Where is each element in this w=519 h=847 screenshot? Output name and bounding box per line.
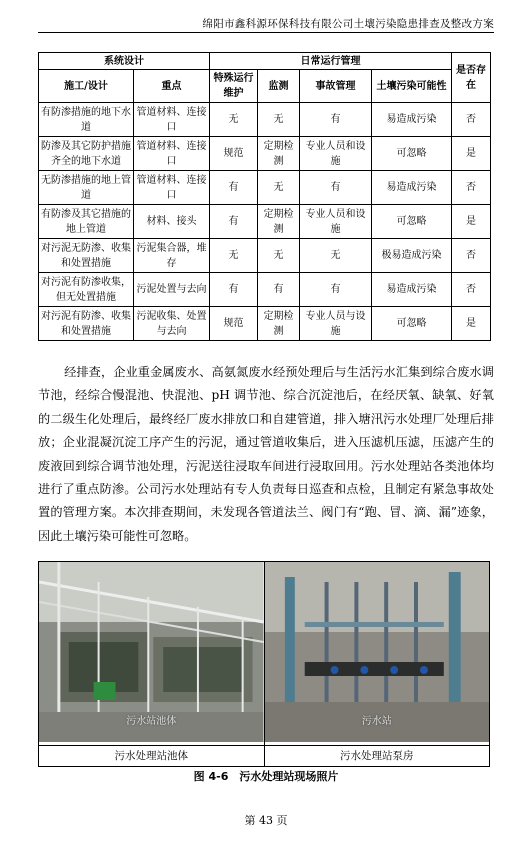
col-header: 土壤污染可能性 bbox=[372, 70, 452, 103]
table-cell: 无 bbox=[210, 103, 258, 137]
table-cell: 定期检测 bbox=[258, 307, 300, 341]
table-row bbox=[39, 137, 491, 171]
table-cell: 管道材料、连接口 bbox=[134, 137, 210, 171]
table-cell: 防渗及其它防护措施齐全的地下水道 bbox=[39, 137, 134, 171]
table-cell: 有 bbox=[210, 171, 258, 205]
page-header: 绵阳市鑫科源环保科技有限公司土壤污染隐患排查及整改方案 bbox=[202, 18, 494, 30]
table-cell: 专业人员和设施 bbox=[300, 205, 372, 239]
table-cell: 否 bbox=[452, 103, 491, 137]
photo-caption-left: 污水处理站池体 bbox=[39, 746, 265, 767]
table-row bbox=[39, 205, 491, 239]
table-cell: 管道材料、连接口 bbox=[134, 171, 210, 205]
table-cell: 对污泥有防渗收集，但无处置措施 bbox=[39, 273, 134, 307]
col-header: 重点 bbox=[134, 70, 210, 103]
table-row bbox=[39, 273, 491, 307]
table-cell: 无 bbox=[258, 239, 300, 273]
table-cell: 无 bbox=[300, 239, 372, 273]
header-rule bbox=[38, 32, 494, 33]
table-cell: 有 bbox=[210, 273, 258, 307]
body-paragraph bbox=[38, 361, 494, 548]
pipeline-risk-table bbox=[38, 52, 491, 341]
photo-pool bbox=[39, 562, 265, 746]
figure-caption: 图 4-6 污水处理站现场照片 bbox=[193, 770, 339, 783]
photo-pump bbox=[264, 562, 490, 746]
table-cell: 定期检测 bbox=[258, 137, 300, 171]
paragraph-text: 经排查，企业重金属废水、高氨氮废水经预处理后与生活污水汇集到综合废水调节池，经综合慢混池、快混池、pH 调节池、综合沉淀池后，在经厌氧、缺氧、好氧的二级生化处理后，最终经厂废水排放口和自建管道，排入塘汛污水处理厂处理后排放；企业混凝沉淀工序产生的污泥，通过管道收集后，进入压滤机压滤，压滤产生的废液回到综合调节池处理，污泥送往浸取车间进行浸取回用。污水处理站各类池体均进行了重点防渗。公司污水处理站有专人负责每日巡查和点检，且制定有紧急事故处置的管理方案。本次排查期间，未发现各管道法兰、阀门有“跑、冒、滴、漏”迹象，因此土壤污染可能性可忽略。 bbox=[38, 365, 494, 543]
table-cell: 管道材料、连接口 bbox=[134, 103, 210, 137]
table-cell: 可忽略 bbox=[372, 307, 452, 341]
photo-watermark: 污水站 bbox=[361, 716, 392, 727]
col-header: 施工/设计 bbox=[39, 70, 134, 103]
table-row bbox=[39, 171, 491, 205]
col-header: 事故管理 bbox=[300, 70, 372, 103]
table-cell: 对污泥无防渗、收集和处置措施 bbox=[39, 239, 134, 273]
table-cell: 专业人员与设施 bbox=[300, 307, 372, 341]
table-cell: 污泥处置与去向 bbox=[134, 273, 210, 307]
col-header: 特殊运行维护 bbox=[210, 70, 258, 103]
table-cell: 无 bbox=[258, 171, 300, 205]
table-cell: 无 bbox=[210, 239, 258, 273]
table-cell: 专业人员和设施 bbox=[300, 137, 372, 171]
table-cell: 有 bbox=[300, 103, 372, 137]
group-header-daily: 日常运行管理 bbox=[210, 53, 452, 70]
table-cell: 易造成污染 bbox=[372, 103, 452, 137]
photo-watermark: 污水站池体 bbox=[126, 716, 177, 727]
table-row bbox=[39, 103, 491, 137]
table-col-header-row bbox=[39, 70, 491, 103]
table-cell: 有 bbox=[300, 273, 372, 307]
table-cell: 是 bbox=[452, 137, 491, 171]
table-cell: 规范 bbox=[210, 137, 258, 171]
table-cell: 对污泥有防渗、收集和处置措施 bbox=[39, 307, 134, 341]
table-cell: 是 bbox=[452, 307, 491, 341]
photo-caption-right: 污水处理站泵房 bbox=[264, 746, 490, 767]
table-cell: 有 bbox=[210, 205, 258, 239]
col-header: 监测 bbox=[258, 70, 300, 103]
photo-table bbox=[38, 561, 490, 767]
table-cell: 易造成污染 bbox=[372, 273, 452, 307]
table-cell: 有防渗及其它措施的地上管道 bbox=[39, 205, 134, 239]
header-exists: 是否存在 bbox=[452, 53, 491, 103]
table-cell: 材料、接头 bbox=[134, 205, 210, 239]
table-cell: 无防渗措施的地上管道 bbox=[39, 171, 134, 205]
table-cell: 污泥集合器，堆存 bbox=[134, 239, 210, 273]
table-cell: 有防渗措施的地下水道 bbox=[39, 103, 134, 137]
table-cell: 可忽略 bbox=[372, 137, 452, 171]
table-cell: 易造成污染 bbox=[372, 171, 452, 205]
table-cell: 有 bbox=[258, 273, 300, 307]
page-number: 第 43 页 bbox=[244, 814, 288, 827]
table-cell: 无 bbox=[258, 103, 300, 137]
table-cell: 有 bbox=[300, 171, 372, 205]
table-cell: 规范 bbox=[210, 307, 258, 341]
group-header-system: 系统设计 bbox=[39, 53, 210, 70]
table-cell: 否 bbox=[452, 239, 491, 273]
table-cell: 是 bbox=[452, 205, 491, 239]
table-cell: 污泥收集、处置与去向 bbox=[134, 307, 210, 341]
table-cell: 极易造成污染 bbox=[372, 239, 452, 273]
table-row bbox=[39, 239, 491, 273]
table-row bbox=[39, 307, 491, 341]
table-cell: 否 bbox=[452, 273, 491, 307]
table-cell: 可忽略 bbox=[372, 205, 452, 239]
table-cell: 否 bbox=[452, 171, 491, 205]
table-group-header-row bbox=[39, 53, 491, 70]
table-cell: 定期检测 bbox=[258, 205, 300, 239]
